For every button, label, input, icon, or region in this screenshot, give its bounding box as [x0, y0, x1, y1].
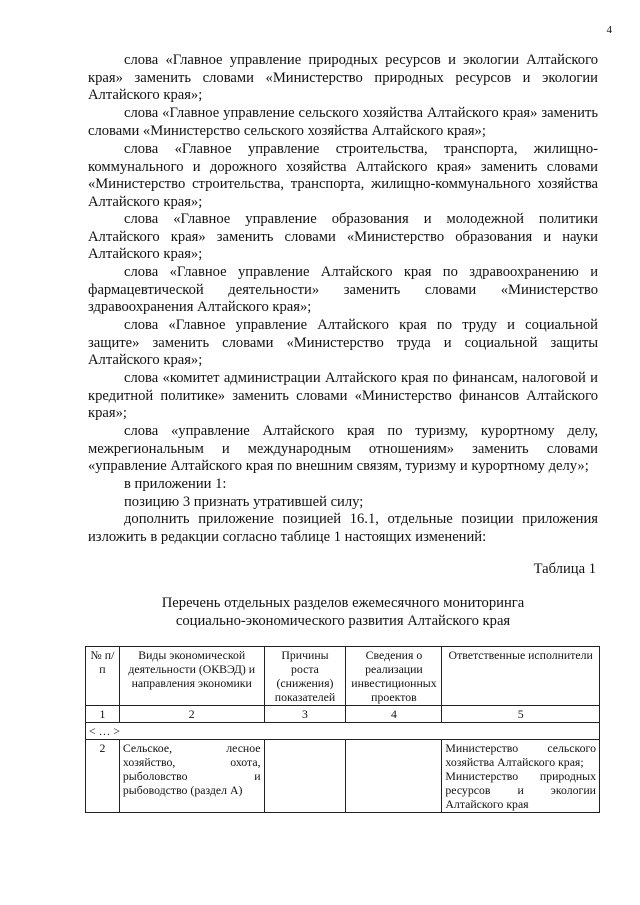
amendment-paragraph: слова «Главное управление образования и молодежной политики Алтайского края» заменить словами «Министерство образования и науки Алтайского края»;	[88, 211, 598, 263]
amendment-paragraph: слова «Главное управление Алтайского края по здравоохранению и фармацевтической деятельности» заменить словами «Министерство здравоохранения Алтайского края»;	[88, 264, 598, 316]
column-number: 5	[442, 706, 600, 723]
ellipsis-row	[86, 723, 600, 740]
position-line: позицию 3 признать утратившей силу;	[124, 494, 364, 510]
amendment-paragraph: слова «комитет администрации Алтайского края по финансам, налоговой и кредитной политике» заменить словами «Министерство финансов Алтайского края»;	[88, 370, 598, 422]
column-header: № п/п	[86, 647, 120, 706]
executor-item: Министерство сельского хозяйства Алтайского края;	[445, 741, 596, 769]
amendment-paragraph: слова «Главное управление природных ресурсов и экологии Алтайского края» заменить словами «Министерство природных ресурсов и экологии Алтайского края»;	[88, 52, 598, 104]
table-header-row	[86, 647, 600, 706]
table-title-line: Перечень отдельных разделов ежемесячного мониторинга	[161, 595, 525, 611]
column-number-row	[86, 706, 600, 723]
executor-item: Министерство природных ресурсов и экологии Алтайского края	[445, 769, 596, 811]
investments-cell	[346, 740, 442, 813]
column-number: 1	[86, 706, 120, 723]
row-number: 2	[86, 740, 120, 813]
table-title	[88, 594, 598, 630]
executors-cell	[442, 740, 600, 813]
table-label: Таблица 1	[533, 561, 596, 577]
activity-cell: Сельское, лесное хозяйство, охота, рыболовство и рыбоводство (раздел А)	[119, 740, 264, 813]
page-number: 4	[606, 24, 612, 36]
monitoring-table	[85, 646, 600, 813]
reasons-cell	[264, 740, 346, 813]
ellipsis-cell: < … >	[86, 723, 600, 740]
column-header: Причины роста (снижения) показателей	[264, 647, 346, 706]
amendment-paragraph: слова «Главное управление сельского хозяйства Алтайского края» заменить словами «Министерство сельского хозяйства Алтайского края»;	[88, 105, 598, 139]
column-header: Виды экономической деятельности (ОКВЭД) и направления экономики	[119, 647, 264, 706]
column-number: 3	[264, 706, 346, 723]
column-header: Сведения о реализации инвестиционных проектов	[346, 647, 442, 706]
amendment-paragraph: слова «Главное управление Алтайского края по труду и социальной защите» заменить словами «Министерство труда и социальной защиты Алтайского края»;	[88, 317, 598, 369]
appendix-intro: в приложении 1:	[124, 476, 227, 492]
table-row	[86, 740, 600, 813]
amendment-paragraph: слова «управление Алтайского края по туризму, курортному делу, межрегиональным и международным отношениям» заменить словами «управление Алтайского края по внешним связям, туризму и курортному делу»;	[88, 423, 598, 475]
table-title-line: социально-экономического развития Алтайского края	[175, 613, 511, 629]
column-number: 4	[346, 706, 442, 723]
supplement-paragraph: дополнить приложение позицией 16.1, отдельные позиции приложения изложить в редакции согласно таблице 1 настоящих изменений:	[88, 511, 598, 545]
column-header: Ответственные исполнители	[442, 647, 600, 706]
amendment-paragraph: слова «Главное управление строительства, транспорта, жилищно-коммунального и дорожного хозяйства Алтайского края» заменить словами «Министерство строительства, транспорта, жилищно-коммунального хозяйства Алтайского края»;	[88, 141, 598, 210]
column-number: 2	[119, 706, 264, 723]
